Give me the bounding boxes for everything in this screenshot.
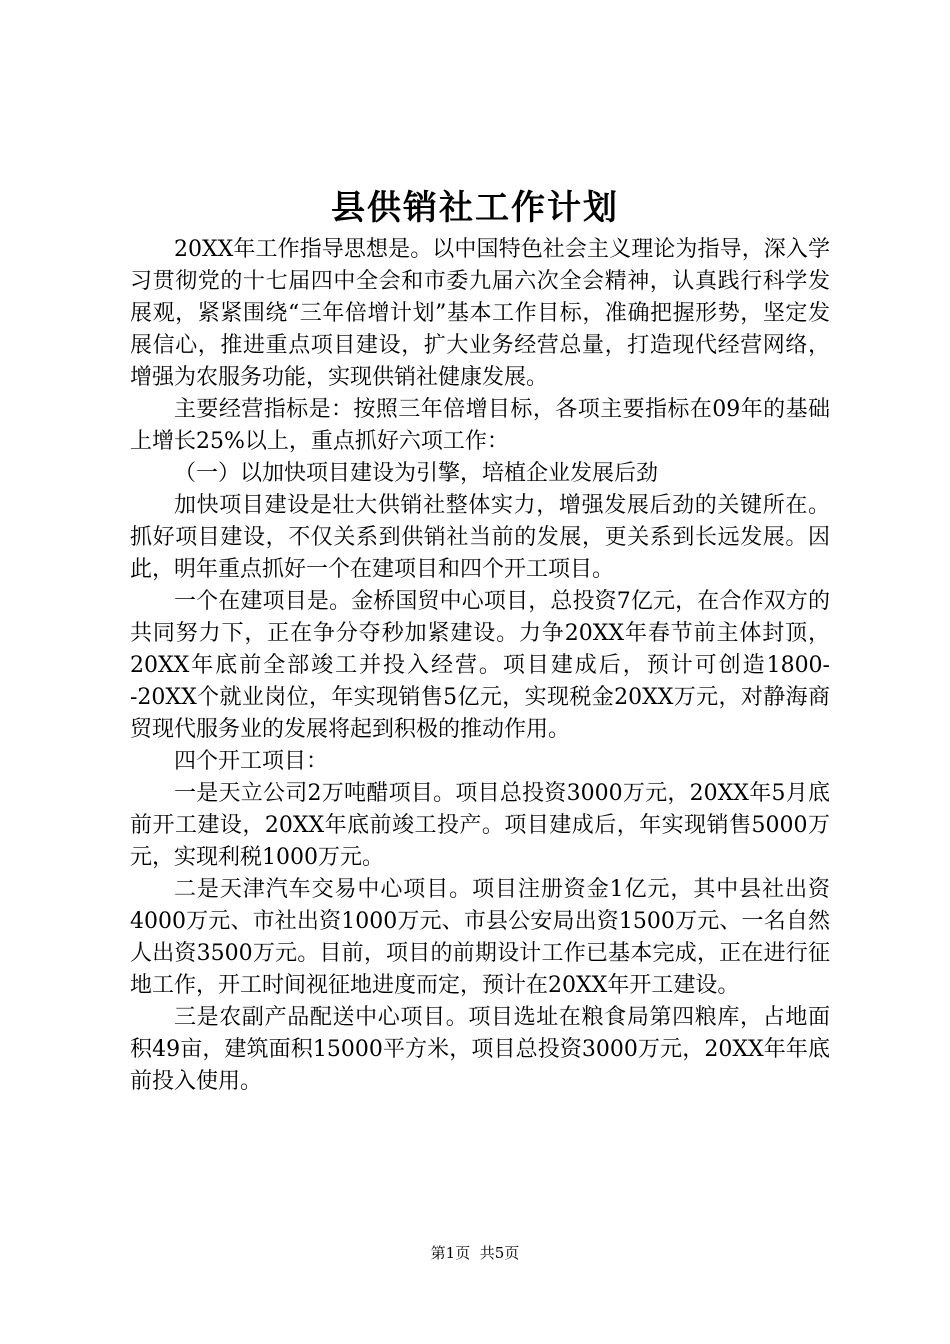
paragraph-guiding-thought: 20XX年工作指导思想是。以中国特色社会主义理论为指导，深入学习贯彻党的十七届四中全会和市委九届六次全会精神，认真践行科学发展观，紧紧围绕“三年倍增计划”基本工作目标，准确把握形势，坚定发展信心，推进重点项目建设，扩大业务经营总量，打造现代经营网络，增强为农服务功能，实现供销社健康发展。 <box>130 237 830 390</box>
paragraph-project-one: 一是天立公司2万吨醋项目。项目总投资3000万元，20XX年5月底前开工建设，20XX年底前竣工投产。项目建成后，年实现销售5000万元，实现利税1000万元。 <box>130 781 830 870</box>
page-total: 共5页 <box>479 1244 520 1262</box>
paragraph-project-three: 三是农副产品配送中心项目。项目选址在粮食局第四粮库，占地面积49亩，建筑面积15000平方米，项目总投资3000万元，20XX年年底前投入使用。 <box>130 1005 830 1094</box>
paragraph-project-construction: 加快项目建设是壮大供销社整体实力，增强发展后劲的关键所在。抓好项目建设，不仅关系到供销社当前的发展，更关系到长远发展。因此，明年重点抓好一个在建项目和四个开工项目。 <box>130 493 830 582</box>
paragraph-project-under-construction: 一个在建项目是。金桥国贸中心项目，总投资7亿元，在合作双方的共同努力下，正在争分夺秒加紧建设。力争20XX年春节前主体封顶，20XX年底前全部竣工并投入经营。项目建成后，预计可创造1800--20XX个就业岗位，年实现销售5亿元，实现税金20XX万元，对静海商贸现代服务业的发展将起到积极的推动作用。 <box>130 589 830 742</box>
section-heading-1: （一）以加快项目建设为引擎，培植企业发展后劲 <box>174 461 659 486</box>
page-footer <box>0 1243 950 1263</box>
paragraph-main-indicators: 主要经营指标是：按照三年倍增目标，各项主要指标在09年的基础上增长25%以上，重点抓好六项工作： <box>130 397 830 454</box>
page-number: 第1页 <box>430 1244 471 1262</box>
document-body <box>130 234 830 1098</box>
document-title: 县供销社工作计划 <box>331 188 619 228</box>
paragraph-project-two: 二是天津汽车交易中心项目。项目注册资金1亿元，其中县社出资4000万元、市社出资1000万元、市县公安局出资1500万元、一名自然人出资3500万元。目前，项目的前期设计工作已基本完成，正在进行征地工作，开工时间视征地进度而定，预计在20XX年开工建设。 <box>130 877 830 998</box>
paragraph-four-projects-heading: 四个开工项目： <box>174 749 329 774</box>
